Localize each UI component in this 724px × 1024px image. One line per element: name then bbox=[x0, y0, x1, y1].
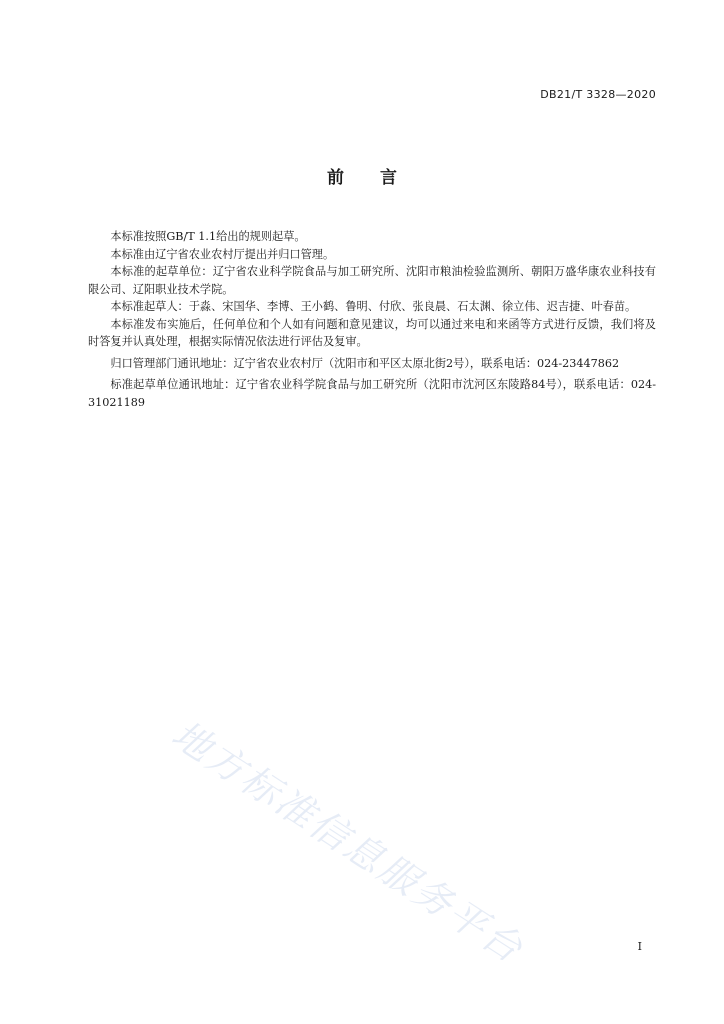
paragraph-drafting-units: 本标准的起草单位：辽宁省农业科学院食品与加工研究所、沈阳市粮油检验监测所、朝阳万盛华康农业科技有限公司、辽阳职业技术学院。 bbox=[88, 265, 656, 296]
page-title: 前言 bbox=[327, 168, 433, 188]
document-code: DB21/T 3328—2020 bbox=[540, 88, 656, 101]
paragraph-proposer: 本标准由辽宁省农业农村厅提出并归口管理。 bbox=[110, 247, 335, 261]
paragraph-drafting-rules: 本标准按照GB/T 1.1给出的规则起草。 bbox=[110, 230, 306, 243]
page-number: I bbox=[637, 940, 642, 953]
foreword-body bbox=[88, 228, 656, 411]
paragraph-feedback: 本标准发布实施后，任何单位和个人如有问题和意见建议，均可以通过来电和来函等方式进行反馈，我们将及时答复并认真处理，根据实际情况依法进行评估及复审。 bbox=[88, 317, 656, 348]
paragraph-drafting-unit-address: 标准起草单位通讯地址：辽宁省农业科学院食品与加工研究所（沈阳市沈河区东陵路84号），联系电话：024-31021189 bbox=[88, 378, 656, 409]
paragraph-drafters: 本标准起草人：于淼、宋国华、李博、王小鹤、鲁明、付欣、张良晨、石太渊、徐立伟、迟吉捷、叶春苗。 bbox=[110, 300, 637, 313]
paragraph-admin-address: 归口管理部门通讯地址：辽宁省农业农村厅（沈阳市和平区太原北街2号），联系电话：024-23447862 bbox=[110, 356, 620, 370]
watermark: 地方标准信息服务平台 bbox=[164, 711, 532, 973]
